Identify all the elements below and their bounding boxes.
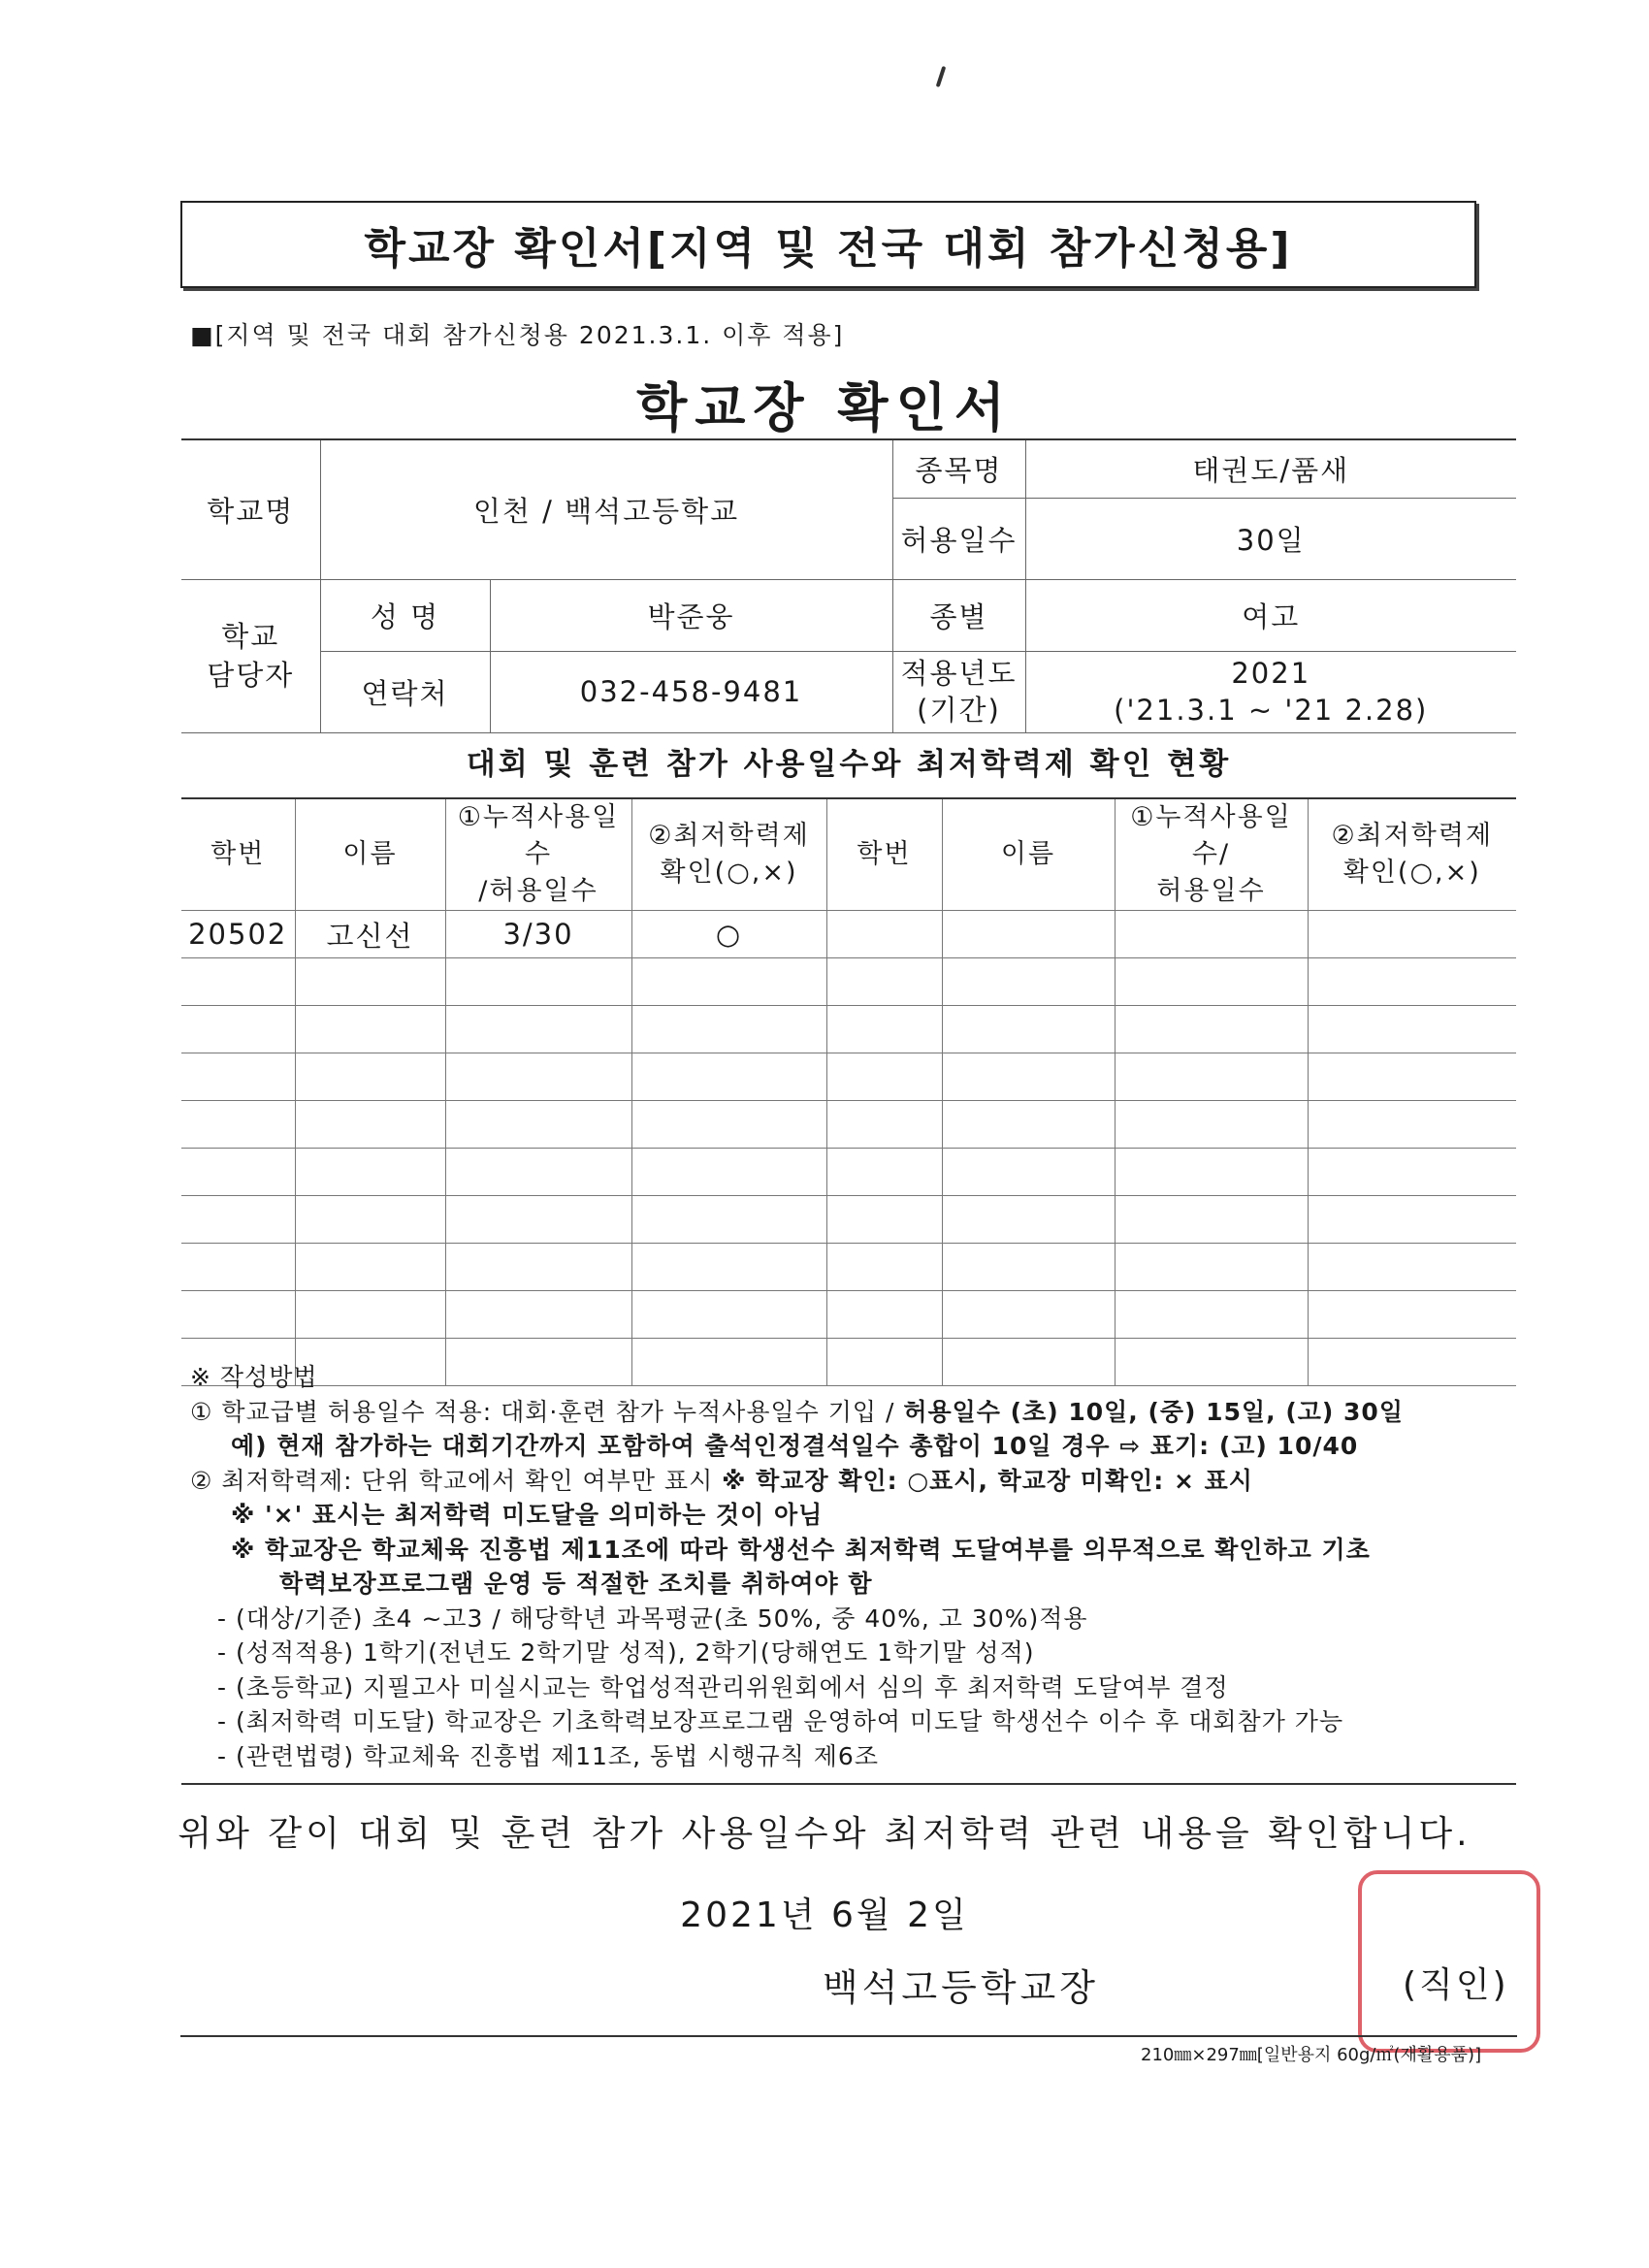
instruction-line-9: - (초등학교) 지필고사 미실시교는 학업성적관리위원회에서 심의 후 최저학력 도달여부 결정 [217, 1672, 1229, 1701]
table-cell [942, 958, 1115, 1006]
table-row-empty [181, 1053, 1516, 1101]
table-cell [1308, 1244, 1516, 1291]
table-cell [445, 958, 631, 1006]
table-cell [181, 1006, 295, 1053]
table-cell [631, 1006, 826, 1053]
table-cell [942, 1053, 1115, 1101]
table-cell [826, 1291, 942, 1339]
table-cell [826, 958, 942, 1006]
instruction-line-7: - (대상/기준) 초4 ~고3 / 해당학년 과목평균(초 50%, 중 40%, 고 30%)적용 [217, 1604, 1088, 1633]
table-cell [181, 1101, 295, 1149]
table-cell [295, 1006, 445, 1053]
event-label: 종목명 [892, 439, 1025, 498]
table-cell [631, 1053, 826, 1101]
table-cell [631, 1244, 826, 1291]
allowed-days-value: 30일 [1025, 498, 1516, 579]
table-row-empty [181, 1291, 1516, 1339]
column-header: 학번 [826, 798, 942, 911]
table-cell [1115, 1244, 1308, 1291]
table-cell [1115, 1006, 1308, 1053]
school-info-table [181, 438, 1516, 733]
divider [181, 1783, 1516, 1785]
paper-spec-footer: 210㎜×297㎜[일반용지 60g/㎡(재활용품)] [1141, 2045, 1482, 2065]
table-cell [631, 958, 826, 1006]
table-cell [295, 1196, 445, 1244]
table-cell [826, 911, 942, 958]
table-cell [942, 1291, 1115, 1339]
table-cell [942, 1196, 1115, 1244]
table-cell [631, 1291, 826, 1339]
school-name-value: 인천 / 백석고등학교 [320, 439, 892, 579]
event-value: 태권도/품새 [1025, 439, 1516, 498]
manager-label: 학교 담당자 [181, 579, 320, 732]
table-cell [1115, 1196, 1308, 1244]
table-cell [181, 1196, 295, 1244]
table-cell [1308, 1196, 1516, 1244]
table-cell [445, 1291, 631, 1339]
category-value: 여고 [1025, 579, 1516, 651]
table-cell [826, 1196, 942, 1244]
table-cell [181, 958, 295, 1006]
table-cell [826, 1101, 942, 1149]
table-cell [181, 1149, 295, 1196]
table-cell [181, 1244, 295, 1291]
table-cell [1308, 911, 1516, 958]
document-header-title: 학교장 확인서[지역 및 전국 대회 참가신청용] [180, 201, 1476, 288]
table-row-empty [181, 1101, 1516, 1149]
application-notice: ■[지역 및 전국 대회 참가신청용 2021.3.1. 이후 적용] [190, 321, 845, 349]
table-cell [181, 1053, 295, 1101]
confirmation-date: 2021년 6월 2일 [680, 1895, 969, 1935]
instruction-line-11: - (관련법령) 학교체육 진흥법 제11조, 동법 시행규칙 제6조 [217, 1741, 879, 1770]
table-cell [181, 1291, 295, 1339]
instructions-heading: ※ 작성방법 [190, 1363, 318, 1391]
table-cell [295, 958, 445, 1006]
instruction-line-4: ※ '×' 표시는 최저학력 미도달을 의미하는 것이 아님 [231, 1501, 824, 1529]
table-cell [826, 1149, 942, 1196]
table-cell [942, 1006, 1115, 1053]
table-cell [445, 1196, 631, 1244]
contact-value: 032-458-9481 [490, 651, 892, 732]
table-row-empty [181, 1149, 1516, 1196]
column-header: ①누적사용일수 /허용일수 [445, 798, 631, 911]
pen-mark [936, 66, 947, 87]
allowed-days-label: 허용일수 [892, 498, 1025, 579]
table-cell [1115, 1101, 1308, 1149]
table-cell [942, 1149, 1115, 1196]
table-cell: 고신선 [295, 911, 445, 958]
year-label: 적용년도 (기간) [892, 651, 1025, 732]
table-row-empty [181, 958, 1516, 1006]
table-cell: ○ [631, 911, 826, 958]
column-header: ②최저학력제 확인(○,×) [1308, 798, 1516, 911]
year-cell [1025, 651, 1516, 732]
table-cell [1115, 958, 1308, 1006]
instructions [190, 1360, 1529, 1773]
instruction-line-3-text: ② 최저학력제: 단위 학교에서 확인 여부만 표시 [190, 1466, 723, 1495]
table-cell [295, 1149, 445, 1196]
column-header: 이름 [295, 798, 445, 911]
instruction-line-1 [190, 1395, 1529, 1430]
table-row-empty [181, 1196, 1516, 1244]
table-cell [445, 1244, 631, 1291]
column-header: ②최저학력제 확인(○,×) [631, 798, 826, 911]
table-cell [1308, 958, 1516, 1006]
table-cell [826, 1053, 942, 1101]
instruction-line-10: - (최저학력 미도달) 학교장은 기초학력보장프로그램 운영하여 미도달 학생선수 이수 후 대회참가 가능 [217, 1707, 1344, 1735]
table-row-empty [181, 1006, 1516, 1053]
table-cell [1115, 1291, 1308, 1339]
instruction-line-3-bold: ※ 학교장 확인: ○표시, 학교장 미확인: × 표시 [722, 1466, 1253, 1495]
table-cell [1308, 1006, 1516, 1053]
period-value: ('21.3.1 ~ '21 2.28) [1114, 694, 1429, 727]
table-cell [445, 1053, 631, 1101]
name-label: 성 명 [320, 579, 490, 651]
table-cell [631, 1196, 826, 1244]
table-cell [1115, 1149, 1308, 1196]
table-row [181, 911, 1516, 958]
main-title: 학교장 확인서 [636, 377, 1013, 438]
table-cell [295, 1244, 445, 1291]
table-cell [1115, 911, 1308, 958]
contact-label: 연락처 [320, 651, 490, 732]
table-cell: 3/30 [445, 911, 631, 958]
year-value: 2021 [1231, 657, 1311, 690]
participation-table [181, 797, 1516, 1386]
table-cell [1308, 1149, 1516, 1196]
instruction-line-1-bold: 허용일수 (초) 10일, (중) 15일, (고) 30일 [903, 1397, 1404, 1426]
column-header: ①누적사용일수/ 허용일수 [1115, 798, 1308, 911]
column-header: 이름 [942, 798, 1115, 911]
table-cell [1308, 1101, 1516, 1149]
table-cell [942, 1244, 1115, 1291]
table-cell [1308, 1291, 1516, 1339]
table-cell [445, 1006, 631, 1053]
name-value: 박준웅 [490, 579, 892, 651]
table-cell [295, 1291, 445, 1339]
table-cell [826, 1244, 942, 1291]
table-cell [1115, 1053, 1308, 1101]
table-cell [445, 1101, 631, 1149]
table-cell [445, 1149, 631, 1196]
instruction-line-1-text: ① 학교급별 허용일수 적용: 대회·훈련 참가 누적사용일수 기입 / [190, 1397, 904, 1426]
instruction-line-8: - (성적적용) 1학기(전년도 2학기말 성적), 2학기(당해연도 1학기말 성적) [217, 1638, 1035, 1667]
table-cell [1308, 1053, 1516, 1101]
bottom-divider [180, 2035, 1517, 2037]
column-header: 학번 [181, 798, 295, 911]
school-name-label: 학교명 [181, 439, 320, 579]
table-cell [826, 1006, 942, 1053]
section-title: 대회 및 훈련 참가 사용일수와 최저학력제 확인 현황 [466, 747, 1232, 782]
table-row-empty [181, 1244, 1516, 1291]
principal-signature-line: 백석고등학교장 [823, 1966, 1099, 2009]
table-cell [942, 1101, 1115, 1149]
instruction-line-3 [190, 1464, 1529, 1499]
table-cell [631, 1101, 826, 1149]
table-cell [295, 1053, 445, 1101]
category-label: 종별 [892, 579, 1025, 651]
instruction-line-6: 학력보장프로그램 운영 등 적절한 조치를 취하여야 함 [279, 1570, 873, 1598]
instruction-line-5: ※ 학교장은 학교체육 진흥법 제11조에 따라 학생선수 최저학력 도달여부를 의무적으로 확인하고 기초 [231, 1535, 1371, 1564]
table-cell [295, 1101, 445, 1149]
table-cell [942, 911, 1115, 958]
seal-label: (직인) [1403, 1965, 1509, 2005]
table-header-row [181, 798, 1516, 911]
table-cell: 20502 [181, 911, 295, 958]
confirmation-statement: 위와 같이 대회 및 훈련 참가 사용일수와 최저학력 관련 내용을 확인합니다. [178, 1814, 1471, 1854]
instruction-line-2: 예) 현재 참가하는 대회기간까지 포함하여 출석인정결석일수 총합이 10일 경우 ⇨ 표기: (고) 10/40 [231, 1432, 1359, 1460]
table-cell [631, 1149, 826, 1196]
